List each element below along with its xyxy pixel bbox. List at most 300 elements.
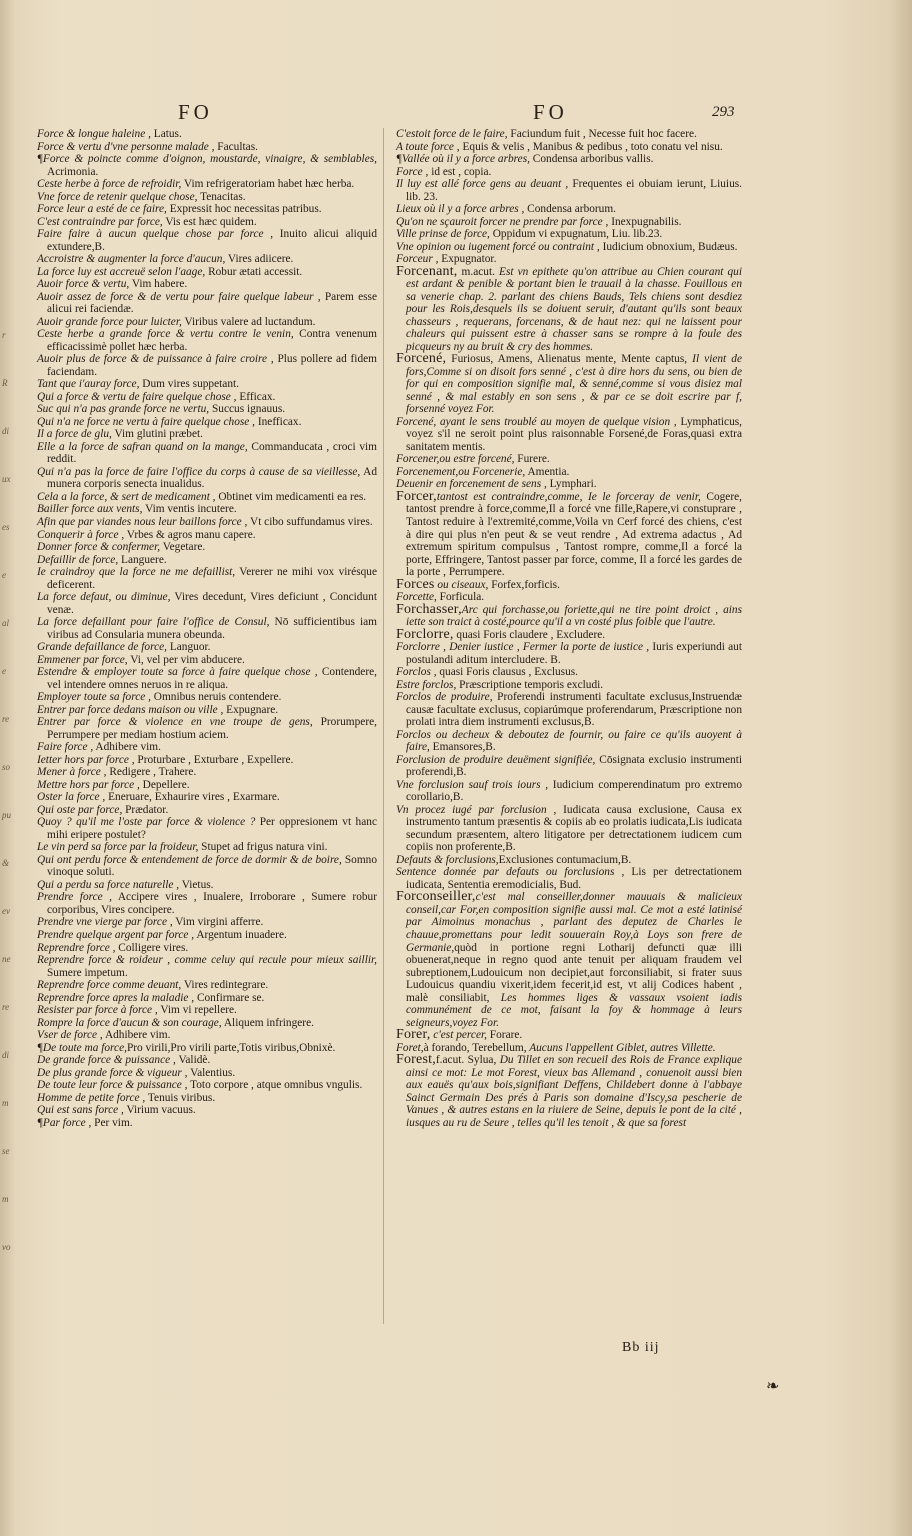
entry-latin: Eneruare, Exhaurire vires , Exarmare. bbox=[105, 791, 280, 804]
entry-french: Mener à force , bbox=[37, 766, 107, 779]
dictionary-entry bbox=[396, 754, 742, 779]
entry-french: Reprendre force & roideur , comme celuy qui recule pour mieux saillir, bbox=[37, 954, 377, 967]
entry-french: tantost est contraindre,comme, Ie le forceray de venir, bbox=[436, 490, 701, 503]
dictionary-entry bbox=[37, 516, 377, 529]
entry-french: Du Tillet en son recueil des Rois de France explique ainsi ce mot: Le mot Forest, vieux bas Allemand , conuenoit aussi bien aux eauës qu'aux bois,signifiant Deffens, Childebert donne à l'abbaye Sainct Germain Des prés à Paris son domaine d'Iscy,sa pescherie de Vanues , & autres estans en la riuiere de Seine, depuis le pont de la cité , iusques au ru de Seure , telles qu'il les tenoit , & que sa forest bbox=[406, 1054, 743, 1129]
dictionary-entry bbox=[37, 704, 377, 717]
dictionary-entry bbox=[37, 804, 377, 817]
entry-french: Lieux où il y a force arbres , bbox=[396, 203, 525, 216]
entry-latin: Adhibere vim. bbox=[102, 1029, 171, 1042]
entry-french: Prendre vne vierge par force , bbox=[37, 916, 173, 929]
dictionary-entry bbox=[37, 278, 377, 291]
dictionary-entry bbox=[396, 216, 742, 229]
entry-latin: Iudicata causa exclusione, Causa ex instrumento tantum præsentis & copiis ab eo prolatis iudicata,Lis iudicata secundum præsentem, altero litigatore per detrectationem iudicem cum copiis non proferente,B. bbox=[406, 803, 742, 854]
entry-latin: Inuito alicui aliquid extundere,B. bbox=[47, 228, 377, 253]
running-head-center: FO bbox=[533, 100, 568, 124]
entry-french: ¶De toute ma force, bbox=[37, 1041, 127, 1054]
entry-french: Ceste herbe à force de refroidir, bbox=[37, 178, 182, 191]
entry-french: Il luy est allé force gens au deuant , bbox=[396, 178, 569, 191]
entry-latin: Forficula. bbox=[436, 591, 485, 604]
entry-latin: Ad munera corporis senecta inualidus. bbox=[47, 465, 378, 491]
entry-latin: Proturbare , Exturbare , Expellere. bbox=[134, 753, 294, 766]
entry-latin: Obtinet vim medicamenti ea res. bbox=[215, 490, 367, 503]
entry-latin: Vires decedunt, Vires deficiunt , Concidunt venæ. bbox=[47, 591, 377, 616]
entry-latin: Plus pollere ad fidem faciendam. bbox=[47, 353, 377, 378]
entry-french: Ietter hors par force , bbox=[37, 753, 135, 766]
dictionary-entry bbox=[37, 1079, 377, 1092]
entry-french: De toute leur force & puissance , bbox=[37, 1079, 188, 1092]
dictionary-entry bbox=[37, 916, 377, 929]
dictionary-entry bbox=[37, 1042, 377, 1055]
entry-french: Forceur , bbox=[396, 253, 439, 266]
entry-latin: Viribus valere ad luctandum. bbox=[181, 315, 316, 328]
entry-french: Elle a la force de safran quand on la mange, bbox=[37, 440, 248, 453]
edge-mark: re bbox=[2, 1002, 10, 1012]
dictionary-entry bbox=[396, 203, 742, 216]
entry-latin: Contra venenum efficacissimè pollet hæc herba. bbox=[47, 328, 377, 353]
entry-latin: Commanducata , croci vim reddit. bbox=[47, 440, 377, 466]
dictionary-entry bbox=[396, 626, 742, 642]
entry-latin: Succus ignauus. bbox=[209, 403, 286, 416]
dictionary-entry bbox=[37, 554, 377, 567]
entry-french: Prendre quelque argent par force , bbox=[37, 929, 195, 941]
entry-latin: Aliquem infringere. bbox=[221, 1016, 314, 1029]
entry-latin: Vietus. bbox=[179, 878, 214, 891]
entry-latin: Lymphaticus, voyez s'il ne seroit point plus raisonnable Forsené,de Foras,quasi extra sanitatem mentis. bbox=[406, 415, 742, 453]
entry-latin: Toto corpore , atque omnibus vngulis. bbox=[187, 1079, 363, 1092]
entry-french: Mettre hors par force , bbox=[37, 778, 140, 791]
dictionary-entry bbox=[396, 891, 742, 1029]
entry-french: Vne forclusion sauf trois iours , bbox=[396, 778, 549, 791]
page-number: 293 bbox=[712, 104, 735, 120]
entry-french: Sentence donnée par defauts ou forclusions , bbox=[396, 866, 625, 879]
entry-latin: Sumere impetum. bbox=[47, 966, 128, 979]
dictionary-entry bbox=[396, 1042, 742, 1055]
entry-french: Emmener par force, bbox=[37, 653, 128, 666]
entry-french: Conquerir à force , bbox=[37, 528, 125, 541]
dictionary-entry bbox=[37, 591, 377, 616]
entry-latin: Virium vacuus. bbox=[123, 1104, 196, 1117]
entry-headword: Forclorre, bbox=[396, 626, 454, 642]
entry-french: La force defaillant pour faire l'office de Consul, bbox=[37, 616, 270, 629]
entry-french: Auoir plus de force & de puissance à faire croire , bbox=[37, 353, 274, 366]
entry-latin: Languor. bbox=[167, 641, 211, 654]
entry-latin: Robur ætati accessit. bbox=[205, 265, 303, 278]
entry-latin: Oppidum vi expugnatum, Liu. lib.23. bbox=[489, 228, 663, 241]
dictionary-entry bbox=[37, 541, 377, 554]
entry-latin: Valentius. bbox=[187, 1066, 236, 1079]
entry-latin: Per oppresionem vt hanc mihi eripere postulet? bbox=[47, 816, 377, 841]
entry-latin: Faciundum fuit , Necesse fuit hoc facere. bbox=[507, 128, 697, 140]
entry-french: Auoir assez de force & de vertu pour faire quelque labeur , bbox=[37, 290, 321, 303]
entry-latin: Iuris experiundi aut postulandi aditum intercludere. B. bbox=[406, 641, 742, 666]
dictionary-entry bbox=[37, 178, 377, 191]
entry-latin: Argentum inuadere. bbox=[194, 929, 287, 941]
running-head-left: FO bbox=[178, 100, 213, 124]
entry-latin: Prædator. bbox=[122, 803, 169, 816]
dictionary-entry bbox=[37, 666, 377, 691]
edge-mark: ne bbox=[2, 954, 11, 964]
dictionary-entry bbox=[37, 141, 377, 154]
entry-french: Forcené, ayant le sens troublé au moyen de quelque vision , bbox=[396, 415, 677, 428]
entry-french: De grande force & puissance , bbox=[37, 1054, 176, 1067]
dictionary-entry bbox=[37, 1054, 377, 1067]
entry-latin: Facultas. bbox=[214, 140, 258, 153]
dictionary-entry bbox=[37, 992, 377, 1005]
dictionary-entry bbox=[396, 153, 742, 166]
entry-french: Qui n'a pas la force de faire l'office du corps à cause de sa vieillesse, bbox=[37, 465, 361, 478]
dictionary-entry bbox=[37, 491, 377, 504]
dictionary-entry bbox=[37, 1029, 377, 1042]
signature-mark: Bb iij bbox=[622, 1340, 660, 1355]
entry-latin: Efficax. bbox=[236, 390, 276, 403]
dictionary-entry bbox=[37, 428, 377, 441]
dictionary-entry bbox=[37, 466, 377, 491]
dictionary-entry bbox=[396, 416, 742, 454]
edge-mark: m bbox=[2, 1098, 9, 1108]
entry-latin: m.acut. bbox=[457, 265, 495, 278]
entry-latin: Vis est hæc quidem. bbox=[162, 215, 257, 228]
entry-french: Il a force de glu, bbox=[37, 428, 112, 441]
dictionary-entry bbox=[396, 729, 742, 754]
entry-latin: Stupet ad frigus natura vini. bbox=[198, 841, 328, 854]
dictionary-entry bbox=[37, 566, 377, 591]
dictionary-entry bbox=[396, 453, 742, 466]
entry-latin: Nō sufficientibus iam viribus ad Consularia munera obeunda. bbox=[47, 616, 377, 641]
dictionary-entry bbox=[396, 804, 742, 854]
entry-latin: Vires adiicere. bbox=[225, 253, 294, 266]
dictionary-entry bbox=[37, 416, 377, 429]
entry-french: Suc qui n'a pas grande force ne vertu, bbox=[37, 403, 210, 416]
dictionary-entry bbox=[37, 378, 377, 391]
edge-mark: e bbox=[2, 570, 6, 580]
dictionary-entry bbox=[37, 854, 377, 879]
entry-french: Defauts & forclusions, bbox=[396, 853, 499, 866]
entry-latin: Expressit hoc necessitas patribus. bbox=[166, 203, 322, 216]
dictionary-entry bbox=[396, 1054, 742, 1129]
entry-french: Qui a force & vertu de faire quelque chose , bbox=[37, 390, 237, 403]
entry-latin: Emansores,B. bbox=[429, 741, 496, 754]
entry-french: Il vient de fors,Comme si on disoit fors senné , c'est à dire hors du sens, ou bien de for qui en composition signifie mal, & senné,comme si vous disiez mal senné , & mal estably en son sens , & par ce se doit escrire par f, forsenné voyez For. bbox=[406, 353, 742, 416]
edge-mark: vo bbox=[2, 1242, 11, 1252]
dictionary-entry bbox=[396, 641, 742, 666]
left-column bbox=[37, 128, 377, 1129]
dictionary-entry bbox=[396, 128, 742, 141]
entry-latin: Vim vi repellere. bbox=[157, 1004, 237, 1017]
entry-headword: Forconseiller, bbox=[396, 889, 476, 905]
entry-french: Faire faire à aucun quelque chose par force , bbox=[37, 228, 274, 241]
dictionary-entry bbox=[396, 679, 742, 692]
entry-latin: Expugnator. bbox=[438, 253, 497, 266]
entry-french: ou ciseaux, bbox=[434, 578, 489, 591]
dictionary-entry bbox=[396, 141, 742, 154]
edge-mark: & bbox=[2, 858, 10, 868]
edge-mark: al bbox=[2, 618, 10, 628]
entry-latin: Furere. bbox=[514, 453, 550, 466]
entry-french: Donner force & confermer, bbox=[37, 541, 161, 554]
entry-latin: Expugnare. bbox=[223, 703, 279, 716]
entry-latin: Adhibere vim. bbox=[93, 741, 161, 754]
entry-french: Cela a la force, & sert de medicament , bbox=[37, 490, 216, 503]
entry-headword: Forest, bbox=[396, 1052, 436, 1068]
dictionary-entry bbox=[396, 353, 742, 416]
entry-french: Grande defaillance de force, bbox=[37, 641, 167, 654]
entry-french: Entrer par force dedans maison ou ville , bbox=[37, 703, 224, 716]
entry-latin: Vi, vel per vim abducere. bbox=[127, 653, 245, 666]
dictionary-entry bbox=[37, 353, 377, 378]
entry-latin: Condensa arboribus vallis. bbox=[529, 153, 654, 166]
edge-mark: pu bbox=[2, 810, 11, 820]
entry-latin: Colligere vires. bbox=[115, 941, 189, 954]
entry-latin: id est , copia. bbox=[431, 165, 492, 178]
dictionary-entry bbox=[37, 929, 377, 942]
entry-french: Est vn epithete qu'on attribue au Chien courant qui est ardant & penible & portant bien le trauail à la chasse. Fouillous en sa venerie chap. 2. parlant des chiens Bauds, Tels chiens sont desdiez pour les Rois,desquels ils se doiuent seruir, d'autant qu'ils sont beaux chasseurs , requerans, forcenans, & de haut nez: qui ne laissent pour chaleurs qui puissent estre à chasser sans se rompre à la foule des picqueurs ny au bruit & cry des hommes. bbox=[406, 265, 742, 353]
entry-french: Force leur a esté de ce faire, bbox=[37, 203, 167, 216]
dictionary-entry bbox=[396, 478, 742, 491]
entry-latin: Prorumpere, Perrumpere per mediam hostium aciem. bbox=[47, 716, 377, 741]
entry-french: Qui n'a ne force ne vertu à faire quelque chose , bbox=[37, 415, 256, 428]
ink-blot: ❧ bbox=[766, 1378, 780, 1395]
entry-latin: à forando, Terebellum, bbox=[423, 1041, 527, 1054]
entry-french: Les hommes liges & vassaux vsoient iadis communément de ce mot, faisant la foy & hommage à leurs seigneurs,voyez For. bbox=[406, 991, 742, 1029]
entry-french: Rompre la force d'aucun & son courage, bbox=[37, 1016, 222, 1029]
entry-french: Force & longue haleine , bbox=[37, 128, 151, 140]
entry-french: Forclos , bbox=[396, 666, 437, 679]
entry-french: Resister par force à force , bbox=[37, 1004, 158, 1017]
dictionary-entry bbox=[37, 1117, 377, 1130]
entry-latin: Cōsignata exclusio instrumenti proferendi,B. bbox=[406, 753, 742, 779]
dictionary-entry bbox=[396, 488, 742, 579]
entry-latin: Parem esse alicui rei faciendæ. bbox=[47, 290, 377, 316]
entry-french: Ceste herbe a grande force & vertu contre le venin, bbox=[37, 328, 294, 341]
entry-headword: Forcené, bbox=[396, 351, 447, 367]
dictionary-entry bbox=[37, 191, 377, 204]
dictionary-entry bbox=[37, 716, 377, 741]
entry-french: Estendre & employer toute sa force à faire quelque chose , bbox=[37, 666, 318, 679]
dictionary-entry bbox=[396, 779, 742, 804]
entry-french: Forclos ou decheux & deboutez de fournir, ou faire ce qu'ils auoyent à faire, bbox=[396, 728, 742, 754]
entry-latin: Exclusiones contumacium,B. bbox=[498, 853, 632, 866]
edge-mark: di bbox=[2, 426, 10, 436]
entry-french: Bailler force aux vents, bbox=[37, 503, 143, 516]
entry-latin: Vim habere. bbox=[129, 278, 188, 291]
edge-mark: di bbox=[2, 1050, 10, 1060]
dictionary-entry bbox=[396, 866, 742, 891]
entry-latin: Inefficax. bbox=[255, 415, 302, 428]
dictionary-entry bbox=[396, 666, 742, 679]
entry-latin: quòd in portione regni Lotharij defuncti quæ illi obuenerat,neque in regno quod ante tenuit per aliquam fraudem vel subreptionem,Ludouicum non decipiet,aut forconsiliabit, si frater suus Ludouicus quandiu vixerit,idem fecerit,id est, vt alij Codices habent , malè consiliabit, bbox=[406, 941, 742, 1004]
entry-latin: Vrbes & agros manu capere. bbox=[124, 528, 256, 541]
dictionary-entry bbox=[37, 1017, 377, 1030]
edge-mark: so bbox=[2, 762, 11, 772]
entry-french: Defaillir de force, bbox=[37, 553, 119, 566]
entry-headword: Forer, bbox=[396, 1027, 431, 1043]
entry-french: La force defaut, ou diminue, bbox=[37, 591, 171, 604]
entry-latin: Tenuis viribus. bbox=[145, 1091, 216, 1104]
entry-latin: Redigere , Trahere. bbox=[106, 766, 197, 779]
dictionary-entry bbox=[37, 1092, 377, 1105]
dictionary-entry bbox=[37, 203, 377, 216]
entry-latin: Frequentes ei obuiam ierunt, Liuius. lib. 23. bbox=[406, 178, 742, 203]
entry-french: Le vin perd sa force par la froideur, bbox=[37, 841, 199, 854]
entry-french: Forclusion de produire deuëment signifiée, bbox=[396, 753, 596, 766]
entry-french: Vn procez iugé par forclusion , bbox=[396, 803, 557, 816]
dictionary-entry bbox=[37, 253, 377, 266]
entry-french: Estre forclos, bbox=[396, 678, 457, 691]
dictionary-entry bbox=[396, 854, 742, 867]
entry-latin: Condensa arborum. bbox=[524, 203, 617, 216]
entry-french: C'estoit force de le faire, bbox=[396, 128, 508, 140]
dictionary-entry bbox=[37, 816, 377, 841]
entry-french: Quoy ? qu'il me l'oste par force & violence ? bbox=[37, 816, 256, 829]
edge-mark: e bbox=[2, 666, 6, 676]
entry-latin: Languere. bbox=[118, 553, 167, 566]
entry-latin: Vererer ne mihi vox virésque deficerent. bbox=[47, 566, 378, 591]
entry-french: Forcette, bbox=[396, 591, 437, 604]
edge-mark: es bbox=[2, 522, 10, 532]
entry-latin: Confirmare se. bbox=[194, 991, 265, 1004]
entry-latin: Lis per detrectationem iudicata, Sententia eremodicialis, Bud. bbox=[406, 866, 742, 891]
entry-french: Qui ont perdu force & entendement de force de dormir & de boire, bbox=[37, 853, 342, 866]
entry-latin: Iudicium comperendinatum pro extremo corollario,B. bbox=[406, 778, 742, 804]
entry-headword: Forcenant, bbox=[396, 263, 458, 279]
dictionary-entry bbox=[37, 328, 377, 353]
dictionary-entry bbox=[37, 654, 377, 667]
edge-mark: r bbox=[2, 330, 6, 340]
entry-latin: Vt cibo suffundamus vires. bbox=[247, 515, 373, 528]
dictionary-entry bbox=[37, 391, 377, 404]
dictionary-entry bbox=[37, 128, 377, 141]
dictionary-entry bbox=[37, 942, 377, 955]
entry-french: Accroistre & augmenter la force d'aucun, bbox=[37, 253, 226, 266]
entry-latin: Latus. bbox=[150, 128, 182, 140]
entry-french: Prendre force , bbox=[37, 891, 112, 904]
entry-latin: Pro virili,Pro virili parte,Totis viribus,Obnixè. bbox=[126, 1041, 336, 1054]
entry-latin: Dum vires suppetant. bbox=[139, 378, 239, 391]
dictionary-entry bbox=[37, 153, 377, 178]
dictionary-entry bbox=[37, 503, 377, 516]
entry-french: Forclorre , Denier iustice , Fermer la porte de iustice , bbox=[396, 641, 650, 654]
entry-french: Afin que par viandes nous leur baillons force , bbox=[37, 515, 248, 528]
entry-french: ¶Force & poincte comme d'oignon, moustarde, vinaigre, & semblables, bbox=[37, 153, 377, 166]
dictionary-entry bbox=[37, 216, 377, 229]
entry-french: ¶Vallée où il y a force arbres, bbox=[396, 153, 530, 166]
entry-french: Qui oste par force, bbox=[37, 803, 123, 816]
dictionary-entry bbox=[37, 979, 377, 992]
entry-latin: Accipere vires , Inualere, Irroborare , Sumere robur corporibus, Vires concipere. bbox=[47, 891, 377, 916]
entry-headword: Forces bbox=[396, 576, 435, 592]
dictionary-entry bbox=[396, 263, 742, 354]
entry-latin: Amentia. bbox=[525, 465, 570, 478]
entry-french: Forcener,ou estre forcené, bbox=[396, 453, 515, 466]
entry-french: c'est mal conseiller,donner mauuais & malicieux conseil,car For,en composition signifie aussi mal. Ce mot a esté latinisé par Aimoinus monachus , parlant des deputez de Charles le chauue,promettans pour ledit souuerain Roy,à Loys son frere de Germanie, bbox=[406, 891, 742, 954]
entry-latin: Validè. bbox=[175, 1054, 211, 1067]
entry-headword: Forchasser, bbox=[396, 601, 462, 617]
entry-french: Reprendre force , bbox=[37, 941, 116, 954]
entry-latin: Acrimonia. bbox=[47, 165, 99, 178]
entry-french: Vser de force , bbox=[37, 1029, 103, 1042]
right-column bbox=[396, 128, 742, 1129]
entry-latin: Lymphari. bbox=[546, 478, 597, 491]
entry-latin: Per vim. bbox=[91, 1116, 133, 1129]
entry-latin: Cogere, tantost prendre à force,comme,Il a forcé vne fille,Rapere,vi constuprare , Tantost reduire à l'extremité,comme,Voila vn Cerf forcé des chiens, c'est à dire qui plus n'en peut & se veut rendre , Ad extrema adactus , Ad extremum spiritum compulsus , Tantost rompre, comme,Il a forcé la porte, Effringere, Tantost passer par force, comme, Il a forcé les gardes de la porte , Perrumpere. bbox=[406, 490, 742, 579]
dictionary-entry bbox=[37, 1067, 377, 1080]
column-divider bbox=[383, 128, 384, 1324]
dictionary-entry bbox=[37, 841, 377, 854]
edge-mark: R bbox=[2, 378, 8, 388]
entry-french: ¶Par force , bbox=[37, 1116, 92, 1129]
entry-french: Faire force , bbox=[37, 741, 94, 754]
entry-french: C'est contraindre par force, bbox=[37, 215, 163, 228]
entry-latin: f.acut. Sylua, bbox=[435, 1054, 497, 1067]
entry-latin: Depellere. bbox=[139, 778, 190, 791]
dictionary-entry bbox=[37, 291, 377, 316]
entry-french: Reprendre force apres la maladie , bbox=[37, 991, 195, 1004]
entry-latin: Vim glutini præbet. bbox=[111, 428, 203, 441]
entry-latin: quasi Foris claudere , Excludere. bbox=[453, 628, 606, 641]
dictionary-entry bbox=[37, 529, 377, 542]
dictionary-entry bbox=[396, 241, 742, 254]
entry-french: Reprendre force comme deuant, bbox=[37, 979, 182, 992]
dictionary-entry bbox=[37, 891, 377, 916]
entry-french: Auoir grande force pour luicter, bbox=[37, 315, 182, 328]
dictionary-entry bbox=[37, 779, 377, 792]
entry-french: c'est percer, bbox=[430, 1029, 487, 1042]
dictionary-entry bbox=[37, 228, 377, 253]
dictionary-entry bbox=[37, 766, 377, 779]
entry-french: Foret, bbox=[396, 1041, 424, 1054]
entry-french: Ie craindroy que la force ne me defaillist, bbox=[37, 566, 236, 579]
entry-french: Tant que i'auray force, bbox=[37, 378, 140, 391]
entry-french: Force , bbox=[396, 165, 432, 178]
entry-latin: Tenacitas. bbox=[197, 190, 246, 203]
entry-latin: quasi Foris clausus , Exclusus. bbox=[436, 666, 579, 679]
entry-latin: Vegetare. bbox=[160, 541, 206, 554]
entry-headword: Forcer, bbox=[396, 488, 437, 504]
entry-french: Oster la force , bbox=[37, 791, 106, 804]
entry-latin: Vim ventis incutere. bbox=[142, 503, 237, 516]
entry-latin: Vires redintegrare. bbox=[181, 979, 269, 992]
dictionary-entry bbox=[37, 1104, 377, 1117]
entry-latin: Præscriptione temporis excludi. bbox=[456, 678, 604, 691]
entry-latin: Equis & velis , Manibus & pedibus , toto conatu vel nisu. bbox=[459, 140, 723, 153]
entry-french: Ville prinse de force, bbox=[396, 228, 490, 241]
dictionary-entry bbox=[37, 791, 377, 804]
dictionary-entry bbox=[37, 754, 377, 767]
dictionary-entry bbox=[37, 616, 377, 641]
entry-french: De plus grande force & vigueur , bbox=[37, 1066, 188, 1079]
entry-latin: Vim refrigeratoriam habet hæc herba. bbox=[181, 178, 355, 191]
entry-latin: Contendere, vel intendere omnes neruos in re aliqua. bbox=[47, 666, 377, 691]
entry-french: Employer toute sa force , bbox=[37, 691, 151, 704]
entry-latin: Inexpugnabilis. bbox=[608, 215, 682, 228]
edge-marginalia bbox=[0, 0, 30, 1536]
edge-mark: ux bbox=[2, 474, 11, 484]
dictionary-entry bbox=[37, 1004, 377, 1017]
entry-french: Forcenement,ou Forcenerie, bbox=[396, 465, 526, 478]
entry-french: Qui a perdu sa force naturelle , bbox=[37, 878, 180, 891]
entry-french: Entrer par force & violence en vne troupe de gens, bbox=[37, 716, 313, 729]
dictionary-entry bbox=[396, 228, 742, 241]
entry-french: A toute force , bbox=[396, 140, 460, 153]
dictionary-entry bbox=[37, 316, 377, 329]
entry-french: Arc qui forchasse,ou foriette,qui ne tire point droict , ains iette son traict à costé,pource qu'il a vn costé plus foible que l'autre. bbox=[406, 603, 742, 629]
entry-french: Qui est sans force , bbox=[37, 1104, 124, 1117]
entry-latin: Forfex,forficis. bbox=[488, 578, 560, 591]
entry-french: Homme de petite force , bbox=[37, 1091, 146, 1104]
dictionary-entry bbox=[37, 954, 377, 979]
entry-french: Vne opinion ou iugement forcé ou contraint , bbox=[396, 240, 600, 253]
